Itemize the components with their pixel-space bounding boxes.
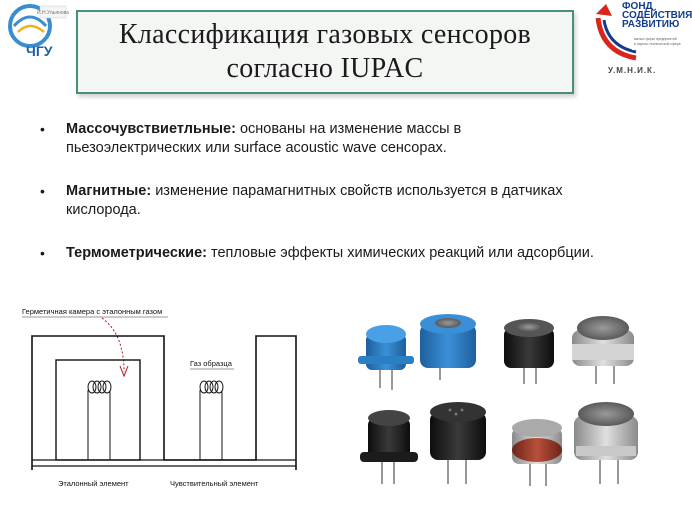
bullet-dot-icon: •	[40, 183, 45, 199]
sensor-silver-bottom	[574, 402, 638, 484]
reference-element-label: Эталонный элемент	[58, 479, 129, 488]
sensitive-element-label: Чувствительный элемент	[170, 479, 259, 488]
sensor-black-top	[504, 319, 554, 384]
sensor-black-large	[430, 402, 486, 484]
fund-name-line1: ФОНД	[622, 1, 653, 12]
umnik-label: У.М.Н.И.К.	[608, 66, 657, 75]
bullet-item	[40, 244, 600, 263]
bullet-dot-icon: •	[40, 245, 45, 261]
bullet-term: Термометрические:	[66, 245, 207, 261]
chamber-label: Герметичная камера с эталонным газом	[22, 307, 163, 316]
sensor-blue-mesh	[420, 314, 476, 380]
bullet-term: Массочувствиетльные:	[66, 121, 236, 137]
svg-text:И.Н.Ульянова: И.Н.Ульянова	[37, 10, 69, 16]
bullet-item	[40, 182, 600, 220]
svg-text:в научно-технической сфере: в научно-технической сфере	[634, 42, 681, 46]
bullet-item	[40, 120, 600, 158]
bullet-term: Магнитные:	[66, 183, 152, 199]
bullet-dot-icon: •	[40, 121, 45, 137]
bullet-text: изменение парамагнитных свойств используется в датчиках кислорода.	[66, 183, 563, 218]
sensor-black-small	[360, 410, 418, 484]
sensitive-coil	[200, 381, 223, 460]
thermometric-sensor-diagram	[20, 300, 320, 500]
sensor-silver-top	[572, 316, 634, 384]
logo-left-text: ЧГУ	[26, 43, 53, 59]
title-line-1: Классификация газовых сенсоров	[118, 19, 532, 50]
bullet-text: основаны на изменение массы в пьезоэлектрических или surface acoustic wave сенсорах.	[66, 121, 462, 156]
sample-gas-label: Газ образца	[190, 359, 232, 368]
university-logo	[4, 2, 74, 60]
fund-name-line3: РАЗВИТИЮ	[622, 19, 680, 30]
fund-name-line2: СОДЕЙСТВИЯ	[622, 10, 692, 21]
title-box	[76, 10, 574, 94]
bullet-list	[40, 120, 600, 287]
gas-sensors-photo	[350, 300, 675, 505]
title-line-2: согласно IUPAC	[226, 53, 424, 84]
sensor-red	[512, 419, 562, 486]
svg-text:малых форм предприятий: малых форм предприятий	[634, 37, 677, 41]
bullet-text: тепловые эффекты химических реакций или адсорбции.	[206, 245, 594, 261]
reference-coil	[88, 381, 111, 460]
fund-name	[622, 2, 692, 29]
sensor-blue-small	[358, 325, 414, 390]
